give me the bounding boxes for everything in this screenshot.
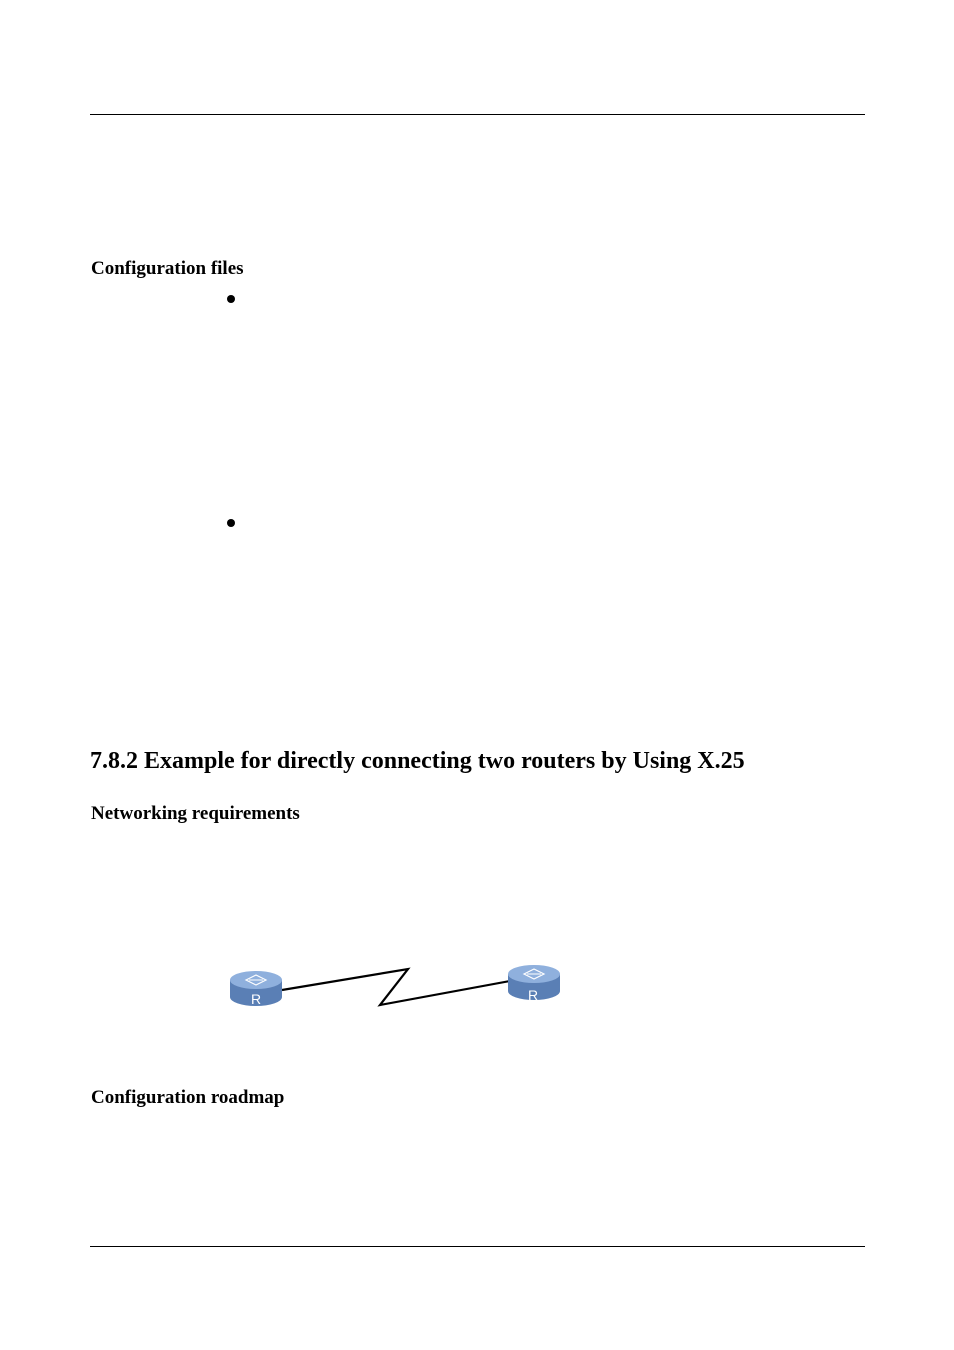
network-topology-diagram — [220, 955, 570, 1015]
list-bullet — [227, 519, 235, 527]
networking-requirements-heading: Networking requirements — [91, 803, 300, 824]
configuration-files-heading: Configuration files — [91, 258, 244, 279]
configuration-roadmap-heading: Configuration roadmap — [91, 1087, 285, 1108]
router-b-icon — [508, 965, 560, 1003]
router-b-label: R — [528, 987, 539, 1003]
router-a-label: R — [251, 991, 262, 1007]
router-a-icon — [230, 971, 282, 1007]
section-heading: 7.8.2 Example for directly connecting two routers by Using X.25 — [90, 748, 745, 774]
list-bullet — [227, 295, 235, 303]
footer-rule — [90, 1246, 865, 1247]
serial-link — [282, 969, 510, 1005]
header-rule — [90, 114, 865, 115]
